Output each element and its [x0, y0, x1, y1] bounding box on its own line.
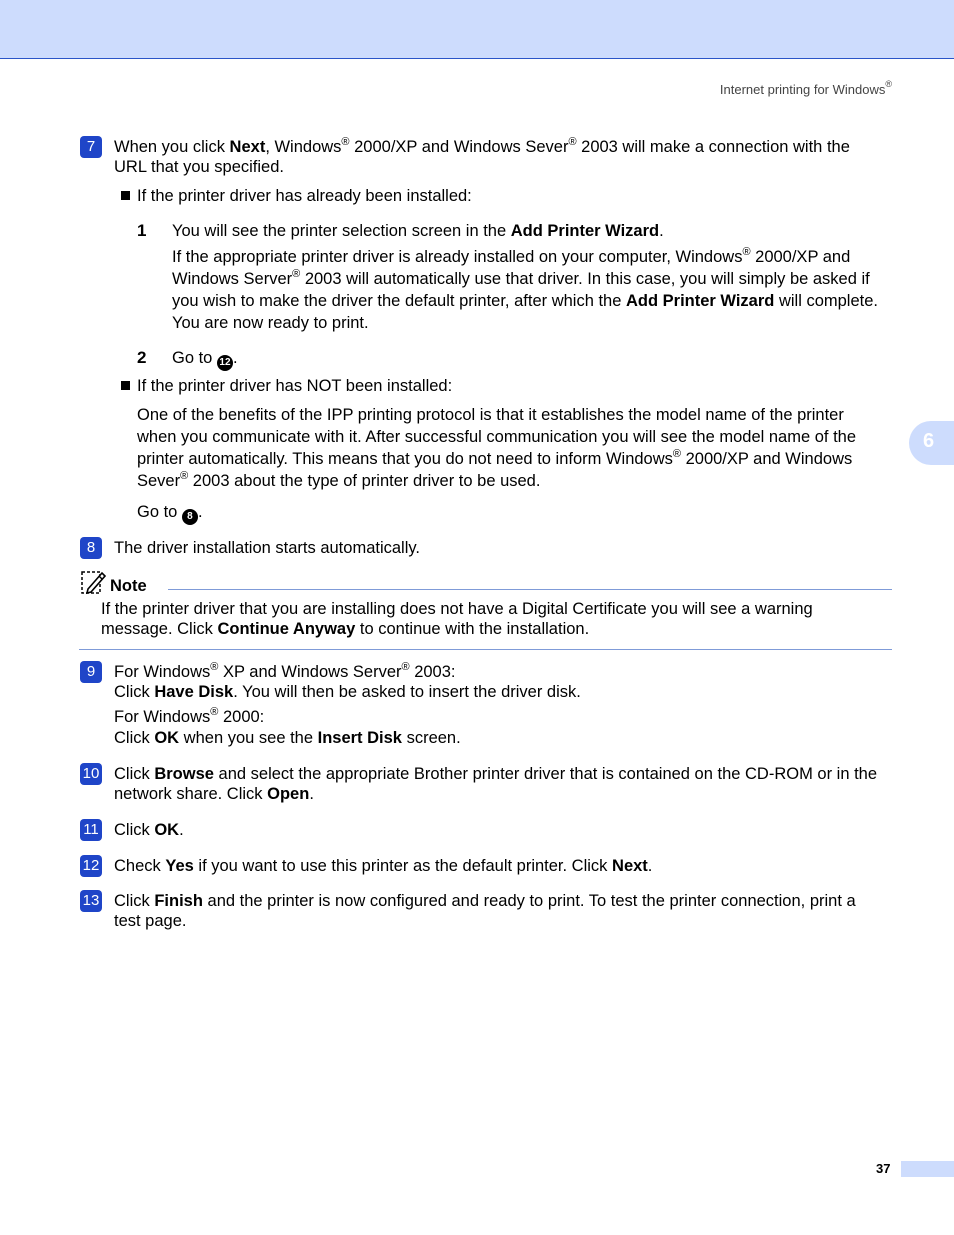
step-9-text: For Windows® XP and Windows Server® 2003: Click Have Disk. You will then be asked to insert the driver disk.: [114, 661, 581, 701]
note-divider-bottom: [79, 649, 892, 650]
step-badge-8: 8: [80, 537, 102, 559]
step-12-text: Check Yes if you want to use this printer as the default printer. Click Next.: [114, 857, 653, 875]
step-13-text: Click Finish and the printer is now configured and ready to print. To test the printer connection, print a test page.: [114, 892, 856, 930]
bullet-item: If the printer driver has already been installed:: [121, 186, 472, 206]
step-badge-11: 11: [80, 819, 102, 841]
running-title: Internet printing for Windows®: [719, 79, 892, 97]
substep-number: 2: [137, 348, 147, 367]
header-band: [0, 0, 954, 59]
chapter-number: 6: [923, 430, 935, 452]
step-ref-8: 8: [182, 509, 198, 525]
square-bullet-icon: [121, 381, 130, 390]
note-divider-top: [168, 589, 892, 590]
substep-1-text: You will see the printer selection screen in the Add Printer Wizard.: [172, 222, 664, 240]
step-10-text: Click Browse and select the appropriate Brother printer driver that is contained on the CD-ROM or in the network share. Click Open.: [114, 765, 878, 803]
footer-band: [901, 1161, 954, 1177]
step-badge-12: 12: [80, 855, 102, 877]
bullet-2-paragraph: One of the benefits of the IPP printing protocol is that it establishes the model name of the printer when you communicate with it. After successful communication you will see the model name of the printer automatically. This means that you do not need to inform Windows® 2000/XP and Windows Sever® 2003 about the type of printer driver to be used.: [137, 406, 857, 490]
step-9-text-2000: For Windows® 2000: Click OK when you see the Insert Disk screen.: [114, 706, 461, 747]
goto-step-8: Go to 8 .: [137, 502, 203, 525]
page-number: 37: [876, 1161, 891, 1176]
step-badge-9: 9: [80, 661, 102, 683]
substep-number: 1: [137, 221, 147, 240]
substep-2-text: Go to 12 .: [172, 348, 238, 371]
bullet-item: If the printer driver has NOT been installed:: [121, 376, 452, 396]
note-title: Note: [110, 577, 147, 595]
step-11-text: Click OK.: [114, 821, 184, 839]
substep-1-paragraph: If the appropriate printer driver is already installed on your computer, Windows® 2000/XP and Windows Server® 2003 will automatically use that driver. In this case, you will simply be asked if you wish to make the driver the default printer, after which the Add Printer Wizard will complete. You are now ready to print.: [172, 246, 878, 332]
step-8-text: The driver installation starts automatically.: [114, 539, 420, 557]
step-badge-10: 10: [80, 763, 102, 785]
step-ref-12: 12: [217, 355, 233, 371]
square-bullet-icon: [121, 191, 130, 200]
note-body: If the printer driver that you are installing does not have a Digital Certificate you will see a warning message. Click Continue Anyway to continue with the installation.: [101, 600, 813, 638]
step-badge-7: 7: [80, 136, 102, 158]
step-badge-13: 13: [80, 890, 102, 912]
note-pencil-icon: [80, 569, 106, 595]
step-7-text: When you click Next, Windows® 2000/XP and Windows Sever® 2003 will make a connection with the URL that you specified.: [114, 136, 850, 176]
chapter-tab: [909, 421, 954, 465]
